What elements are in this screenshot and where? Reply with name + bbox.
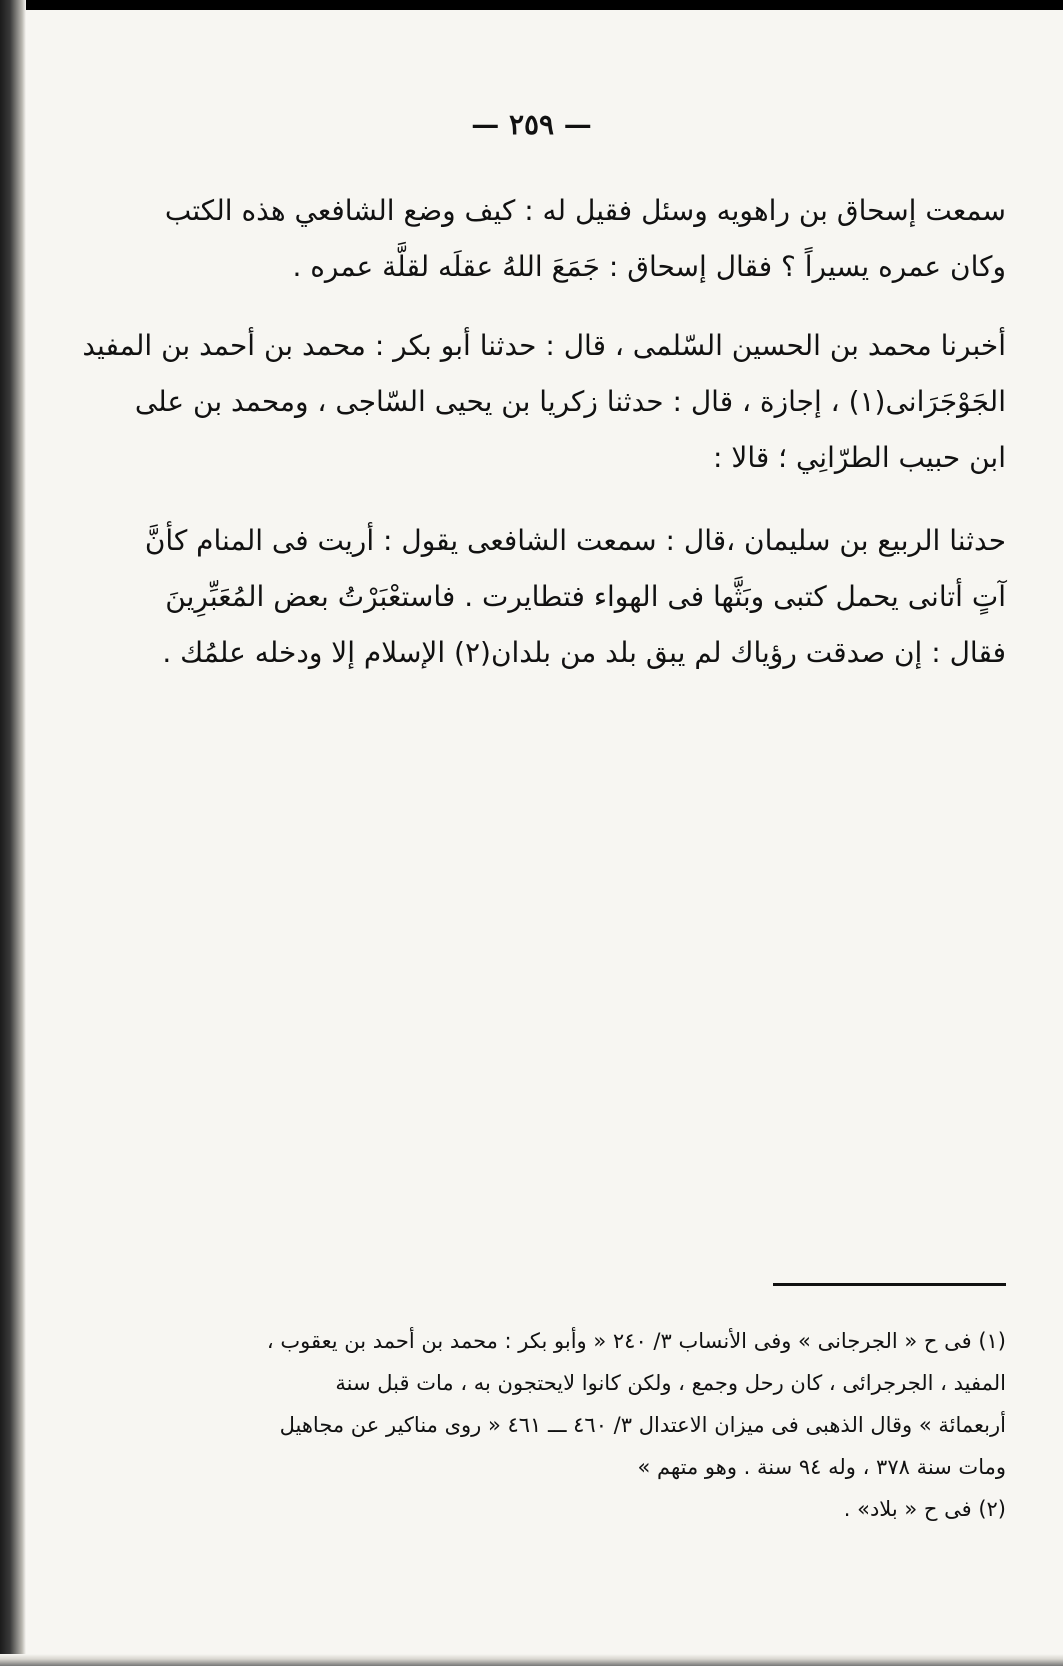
footnote-line: أربعمائة » وقال الذهبى فى ميزان الاعتدال ٣/ ٤٦٠ ـــ ٤٦١ « روى مناكير عن مجاهيل	[279, 1413, 1006, 1437]
text-line: حدثنا الربيع بن سليمان ،قال : سمعت الشافعى يقول : أريت فى المنام كأنَّ	[144, 524, 1006, 557]
paragraph-1	[164, 183, 1006, 295]
text-line: آتٍ أتانى يحمل كتبى وبَثَّها فى الهواء فتطايرت . فاستعْبَرْتُ بعض المُعَبِّرِينَ	[165, 580, 1006, 613]
text-line: ابن حبيب الطرّانِي ؛ قالا :	[713, 441, 1006, 474]
page-number: — ٢٥٩ —	[471, 108, 592, 141]
footnote-line: (٢) فى ح « بلاد» .	[843, 1497, 1006, 1521]
footnote-line: ومات سنة ٣٧٨ ، وله ٩٤ سنة . وهو متهم »	[637, 1455, 1006, 1479]
footnote-line: المفيد ، الجرجرائى ، كان رحل وجمع ، ولكن كانوا لايحتجون به ، مات قبل سنة	[335, 1371, 1006, 1395]
scan-edge-left	[0, 0, 26, 1666]
text-line: سمعت إسحاق بن راهويه وسئل فقيل له : كيف وضع الشافعي هذه الكتب	[164, 194, 1006, 227]
text-line: وكان عمره يسيراً ؟ فقال إسحاق : جَمَعَ اللهُ عقلَه لقلَّة عمره .	[292, 250, 1006, 283]
footnote-line: (١) فى ح « الجرجانى » وفى الأنساب ٣/ ٢٤٠ « وأبو بكر : محمد بن أحمد بن يعقوب ،	[266, 1329, 1006, 1353]
paragraph-3	[144, 513, 1006, 681]
paragraph-2	[82, 318, 1006, 486]
footnote-separator	[773, 1283, 1006, 1286]
text-line: أخبرنا محمد بن الحسين السّلمى ، قال : حدثنا أبو بكر : محمد بن أحمد بن المفيد	[82, 329, 1006, 362]
text-line: فقال : إن صدقت رؤياك لم يبق بلد من بلدان(٢) الإسلام إلا ودخله علمُك .	[162, 636, 1006, 669]
scan-edge-bottom	[0, 1654, 1063, 1666]
scan-edge-top	[0, 0, 1063, 10]
text-line: الجَوْجَرَانى(١) ، إجازة ، قال : حدثنا زكريا بن يحيى السّاجى ، ومحمد بن على	[134, 385, 1006, 418]
footnotes	[235, 1320, 1006, 1530]
